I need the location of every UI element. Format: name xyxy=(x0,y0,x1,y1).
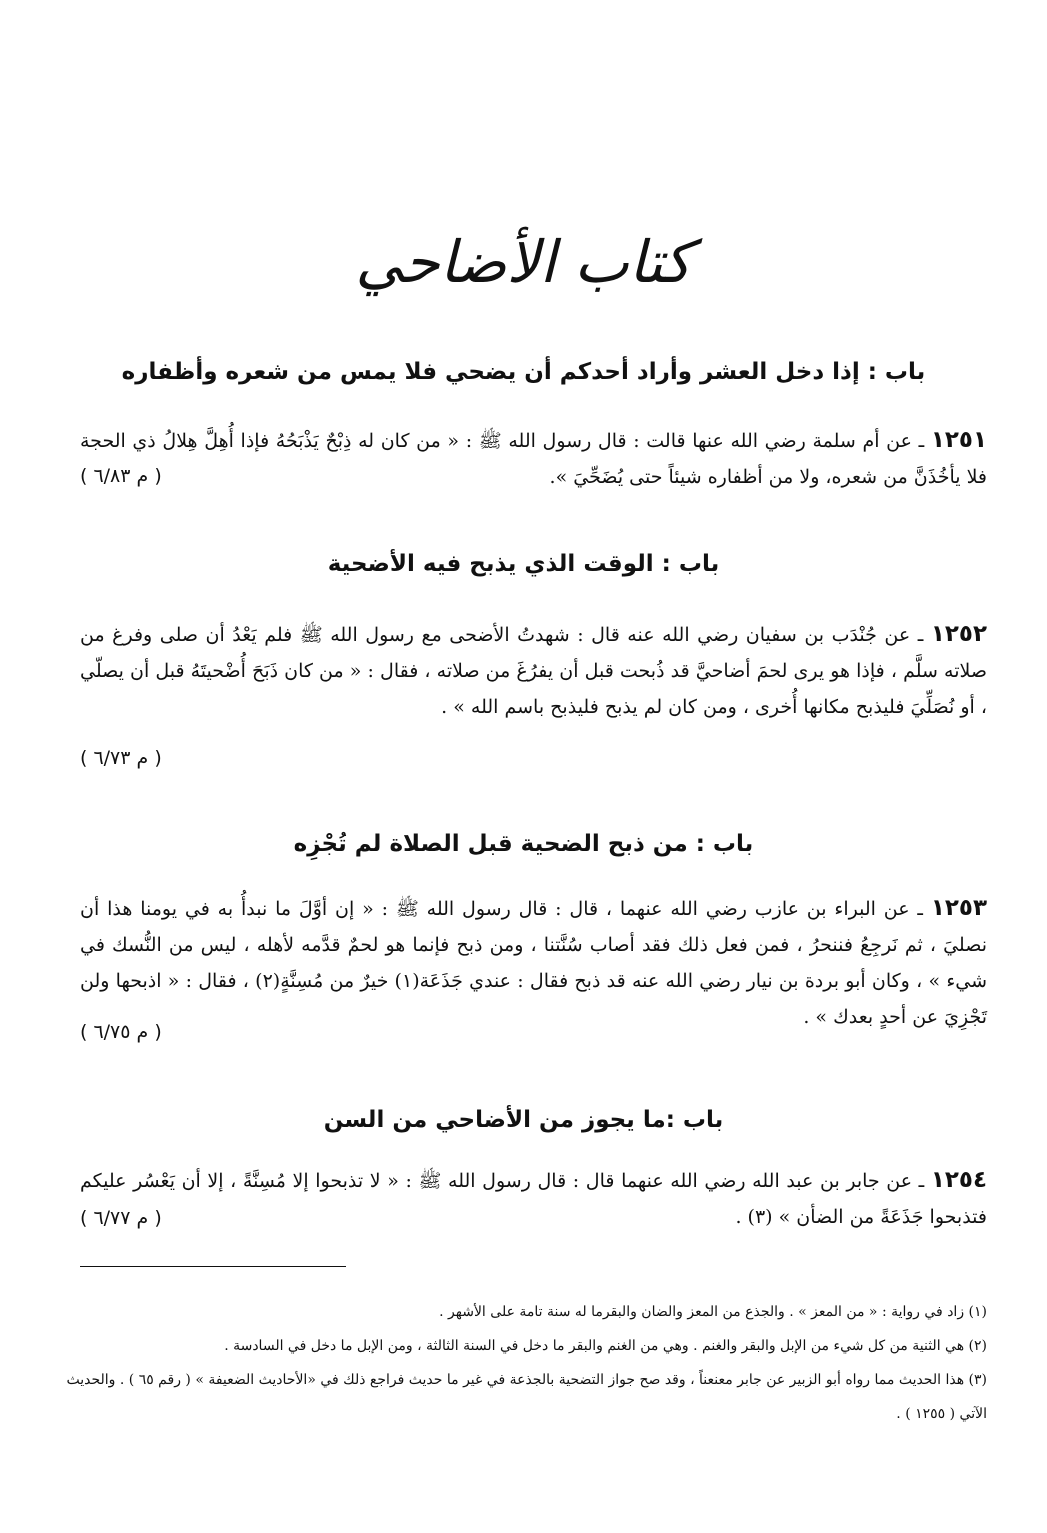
hadith-block xyxy=(80,1162,987,1236)
footnote: (٣) هذا الحديث مما رواه أبو الزبير عن جابر معنعناً ، وقد صح جواز التضحية بالجذعة في غير ما حديث فراجع ذلك في «الأحاديث الضعيفة » ( رقم ٦٥ ) . والحديث الآتي ( ١٢٥٥ ) . xyxy=(66,1372,987,1422)
hadith-number: ١٢٥١ xyxy=(930,427,987,453)
chapter-heading: باب : من ذبح الضحية قبل الصلاة لم تُجْزِه xyxy=(293,831,754,857)
hadith-paragraph xyxy=(80,616,987,725)
chapter-heading: باب : إذا دخل العشر وأراد أحدكم أن يضحي فلا يمس من شعره وأظفاره xyxy=(121,359,926,385)
hadith-text: ـ عن جابر بن عبد الله رضي الله عنهما قال : قال رسول الله ﷺ : « لا تذبحوا إلا مُسِنَّةً ، إلا أن يَعْسُر عليكم فتذبحوا جَذَعَةً من الضأن » (٣) . xyxy=(80,1170,987,1228)
footnote-separator xyxy=(80,1266,346,1267)
hadith-paragraph xyxy=(80,1162,987,1235)
chapter-heading: باب : الوقت الذي يذبح فيه الأضحية xyxy=(327,551,720,577)
source-reference: ( م ٦/٧٥ ) xyxy=(80,1021,162,1043)
source-reference: ( م ٦/٧٣ ) xyxy=(80,747,162,769)
hadith-paragraph xyxy=(80,422,987,495)
footnotes xyxy=(50,1295,987,1431)
chapter-heading: باب :ما يجوز من الأضاحي من السن xyxy=(323,1107,724,1133)
hadith-block xyxy=(80,890,987,1050)
book-title: كتاب الأضاحي xyxy=(355,228,692,296)
hadith-block xyxy=(80,616,987,776)
hadith-number: ١٢٥٢ xyxy=(930,621,987,647)
hadith-number: ١٢٥٣ xyxy=(930,895,987,921)
hadith-text: ـ عن أم سلمة رضي الله عنها قالت : قال رسول الله ﷺ : « من كان له ذِبْحٌ يَذْبَحُهُ فإذا أُهِلَّ هِلالُ ذي الحجة فلا يأخُذَنَّ من شعره، ولا من أظفاره شيئاً حتى يُضَحِّيَ ». xyxy=(80,430,987,488)
hadith-paragraph xyxy=(80,890,987,1035)
source-reference: ( م ٦/٨٣ ) xyxy=(80,465,162,487)
source-reference: ( م ٦/٧٧ ) xyxy=(80,1207,162,1229)
footnote: (٢) هي الثنية من كل شيء من الإبل والبقر والغنم . وهي من الغنم والبقر ما دخل في السنة الثالثة ، ومن الإبل ما دخل في السادسة . xyxy=(224,1338,987,1354)
hadith-block xyxy=(80,422,987,494)
hadith-number: ١٢٥٤ xyxy=(930,1167,987,1193)
hadith-text: ـ عن جُنْدَب بن سفيان رضي الله عنه قال : شهدتُ الأضحى مع رسول الله ﷺ فلم يَعْدُ أن صلى وفرغ من صلاته سلَّم ، فإذا هو يرى لحمَ أضاحيَّ قد ذُبحت قبل أن يفرُغَ من صلاته ، فقال : « من كان ذَبَحَ أُضْحيتَهُ قبل أن يصلّي ، أو نُصَلِّيَ فليذبح مكانها أُخرى ، ومن كان لم يذبح فليذبح باسم الله » . xyxy=(80,624,987,718)
footnote: (١) زاد في رواية : « من المعز » . والجذع من المعز والضان والبقرما له سنة تامة على الأشهر . xyxy=(439,1304,987,1320)
hadith-text: ـ عن البراء بن عازب رضي الله عنهما ، قال : قال رسول الله ﷺ : « إن أوَّلَ ما نبدأُ به في يومنا هذا أن نصليَ ، ثم نَرجِعُ فننحرُ ، فمن فعل ذلك فقد أصاب سُنَّتنا ، ومن ذبح فإنما هو لحمٌ قدَّمه لأهله ، ليس من النُّسك في شيء » ، وكان أبو بردة بن نيار رضي الله عنه قد ذبح فقال : عندي جَذَعَة(١) خيرٌ من مُسِنَّةٍ(٢) ، فقال : « اذبحها ولن تَجْزِيَ عن أحدٍ بعدك » . xyxy=(80,898,988,1028)
